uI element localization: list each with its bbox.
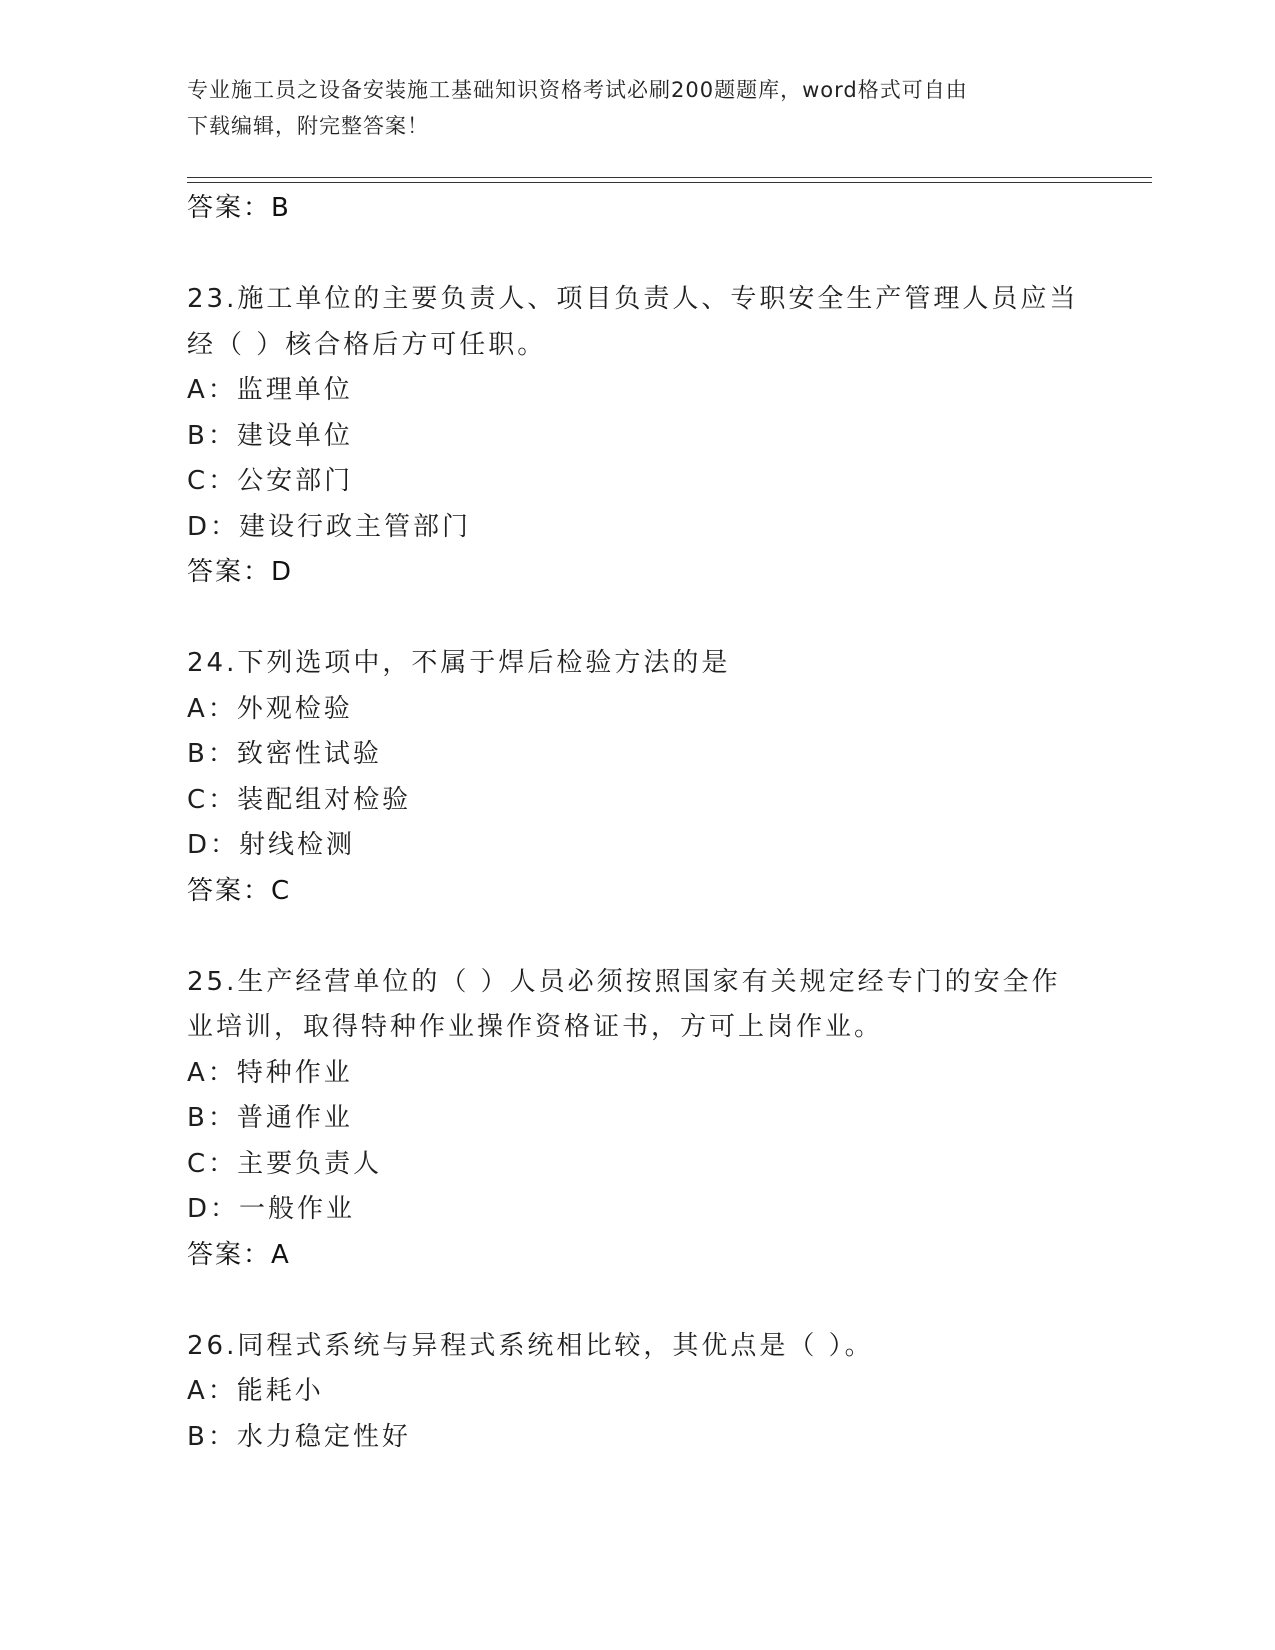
option-a: A：能耗小: [187, 1376, 324, 1406]
question-25: [187, 960, 1087, 1279]
question-23: [187, 277, 1087, 596]
option-b: B：致密性试验: [187, 739, 382, 769]
header-line-1: 专业施工员之设备安装施工基础知识资格考试必刷200题题库，word格式可自由: [187, 78, 968, 102]
option-b: B：普通作业: [187, 1103, 353, 1133]
document-header: [187, 72, 1087, 144]
header-line-2: 下载编辑，附完整答案！: [187, 114, 429, 138]
option-a: A：外观检验: [187, 693, 353, 724]
answer-line: 答案：D: [187, 557, 294, 587]
question-stem-line: 23.施工单位的主要负责人、项目负责人、专职安全生产管理人员应当: [187, 284, 1079, 314]
header-divider-thin: [187, 177, 1152, 178]
option-c: C：公安部门: [187, 466, 354, 496]
answer-line: 答案：A: [187, 1239, 291, 1270]
document-body: [187, 186, 1087, 1460]
option-c: C：主要负责人: [187, 1148, 383, 1179]
answer-line: 答案：B: [187, 193, 291, 223]
question-26: [187, 1324, 1087, 1461]
question-stem-line: 26.同程式系统与异程式系统相比较，其优点是（ ）。: [187, 1330, 874, 1361]
header-divider-thick: [187, 182, 1152, 183]
answer-line: 答案：C: [187, 875, 292, 906]
question-stem-line: 24.下列选项中，不属于焊后检验方法的是: [187, 648, 731, 678]
option-d: D：射线检测: [187, 830, 356, 860]
option-a: A：特种作业: [187, 1057, 353, 1088]
option-d: D：建设行政主管部门: [187, 511, 472, 542]
question-24: [187, 641, 1087, 914]
question-stem-line: 经（ ）核合格后方可任职。: [187, 329, 547, 360]
option-d: D：一般作业: [187, 1194, 356, 1224]
question-stem-line: 业培训，取得特种作业操作资格证书，方可上岗作业。: [187, 1012, 884, 1042]
option-c: C：装配组对检验: [187, 784, 412, 815]
question-stem-line: 25.生产经营单位的（ ）人员必须按照国家有关规定经专门的安全作: [187, 966, 1061, 997]
option-b: B：水力稳定性好: [187, 1421, 411, 1452]
option-b: B：建设单位: [187, 420, 353, 451]
option-a: A：监理单位: [187, 375, 353, 405]
